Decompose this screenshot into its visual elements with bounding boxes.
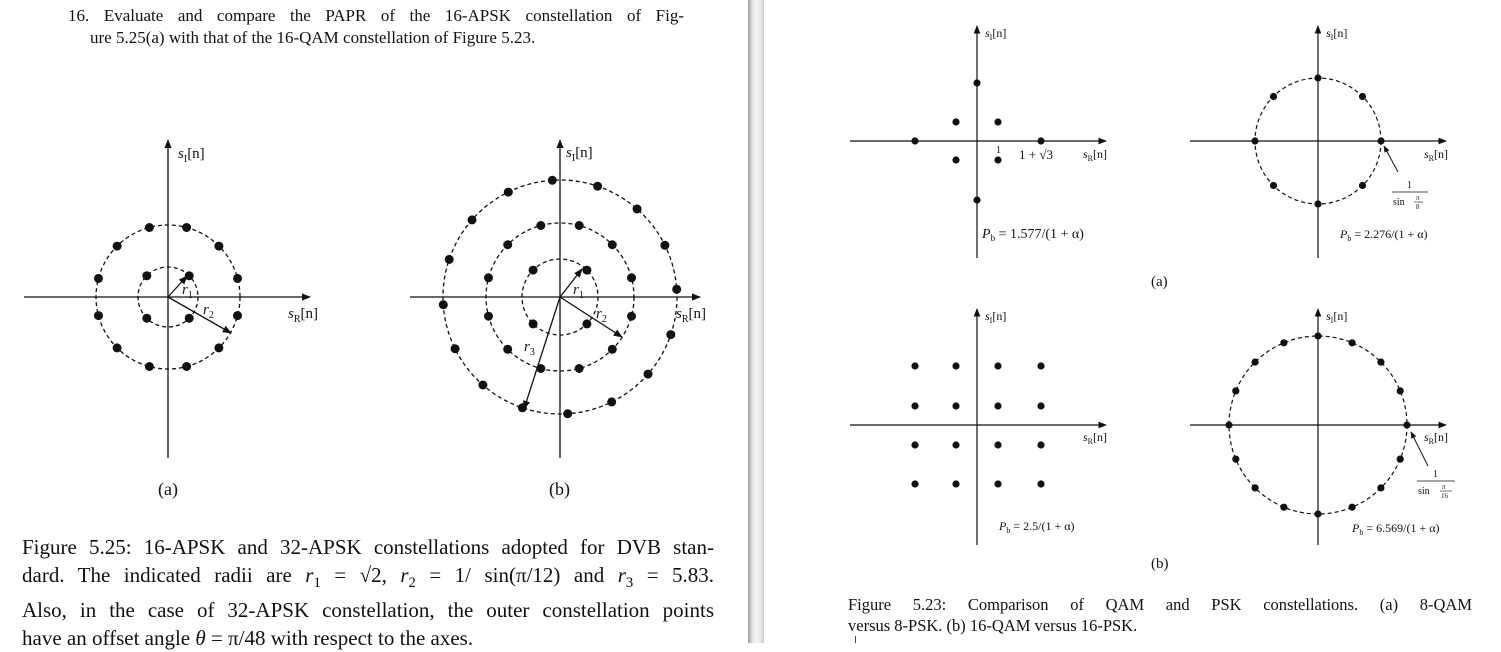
constellation-point — [952, 156, 959, 163]
fraction-eight: 8 — [1416, 203, 1420, 211]
problem-number: 16. — [68, 6, 90, 25]
y-axis-label: $s_I[n]$ — [1326, 26, 1348, 42]
constellation-point — [973, 196, 980, 203]
fraction-sin: sin — [1418, 486, 1430, 497]
constellation-point — [973, 79, 980, 86]
caption-line-1: Figure 5.23: Comparison of QAM and PSK constellations. (a) 8-QAM — [848, 595, 1472, 614]
constellation-point — [911, 480, 918, 487]
problem-16-line-2: ure 5.25(a) with that of the 16-QAM constellation of Figure 5.23. — [90, 28, 536, 47]
constellation-point — [911, 441, 918, 448]
constellation-point — [1397, 456, 1404, 463]
fraction-pi: π — [1442, 483, 1446, 491]
constellation-point — [952, 362, 959, 369]
constellation-point — [1251, 137, 1258, 144]
r2-label: $r_2$ — [203, 302, 214, 321]
tick-one-plus-sqrt3: 1 + √3 — [1019, 147, 1053, 162]
x-axis-label: $s_R[n]$ — [676, 306, 707, 325]
text-cursor-mark — [855, 636, 856, 643]
pb-8qam: $P_b = 1.577/(1 + \alpha)$ — [982, 227, 1084, 243]
constellation-point — [952, 118, 959, 125]
caption-line-1: Figure 5.25: 16-APSK and 32-APSK constellations adopted for DVB stan- — [22, 535, 714, 559]
y-axis-label: $s_I[n]$ — [178, 146, 205, 165]
constellation-point — [952, 441, 959, 448]
subfigure-label-a: (a) — [158, 479, 178, 499]
constellation-point — [1232, 456, 1239, 463]
subfigure-label-b: (b) — [549, 479, 570, 499]
constellation-point — [1314, 74, 1321, 81]
constellation-point — [1377, 137, 1384, 144]
panel-a-label: (a) — [1151, 274, 1168, 290]
constellation-point — [994, 156, 1001, 163]
constellation-point — [1037, 137, 1044, 144]
r1-label: $r_1$ — [573, 282, 584, 301]
constellation-point — [911, 402, 918, 409]
r1-label: $r_1$ — [182, 282, 193, 301]
constellation-point — [1314, 332, 1321, 339]
constellation-point — [1349, 339, 1356, 346]
constellation-point — [994, 480, 1001, 487]
fraction-sixteen: 16 — [1441, 492, 1448, 500]
r2-label: $r_2$ — [596, 306, 607, 325]
pb-16qam: $P_b = 2.5/(1 + \alpha)$ — [999, 519, 1075, 535]
pb-16psk: $P_b = 6.569/(1 + \alpha)$ — [1352, 521, 1440, 537]
constellation-point — [1225, 421, 1232, 428]
figure-5-23-caption — [848, 594, 1472, 636]
constellation-point — [1403, 421, 1410, 428]
constellation-point — [1377, 484, 1384, 491]
constellation-point — [1037, 480, 1044, 487]
radius-pointer — [1384, 146, 1398, 172]
pb-8psk: $P_b = 2.276/(1 + \alpha)$ — [1340, 227, 1428, 243]
fraction-sin: sin — [1393, 197, 1405, 208]
x-axis-label: $s_R[n]$ — [1424, 430, 1449, 446]
constellation-point — [1232, 387, 1239, 394]
constellation-point — [994, 362, 1001, 369]
problem-text-1: Evaluate and compare the PAPR of the 16-APSK constellation of Fig- — [103, 6, 685, 25]
x-axis-label: $s_R[n]$ — [1424, 147, 1449, 163]
constellation-point — [1349, 504, 1356, 511]
constellation-point — [1037, 441, 1044, 448]
y-axis-label: $s_I[n]$ — [566, 145, 593, 164]
constellation-point — [1252, 484, 1259, 491]
y-axis-label: $s_I[n]$ — [985, 26, 1007, 42]
caption-line-3: Also, in the case of 32-APSK constellation, the outer constellation points — [22, 598, 714, 623]
constellation-point — [911, 362, 918, 369]
panel-16qam — [850, 309, 1107, 545]
fraction-pi: π — [1416, 194, 1420, 202]
x-axis-label: $s_R[n]$ — [1083, 147, 1108, 163]
constellation-point — [994, 441, 1001, 448]
constellation-point — [1270, 182, 1277, 189]
caption-line-4: have an offset angle θ = π/48 with respect to the axes. — [22, 625, 474, 650]
y-axis-label: $s_I[n]$ — [1326, 309, 1348, 325]
constellation-point — [1270, 93, 1277, 100]
constellation-point — [1037, 362, 1044, 369]
constellation-point — [1397, 387, 1404, 394]
caption-line-2: versus 8-PSK. (b) 16-QAM versus 16-PSK. — [848, 616, 1138, 635]
constellation-point — [952, 480, 959, 487]
constellation-point — [1280, 504, 1287, 511]
panel-8psk — [1190, 26, 1448, 258]
r3-label: $r_3$ — [524, 339, 535, 358]
constellation-point — [911, 137, 918, 144]
panel-8qam — [850, 26, 1107, 258]
caption-line-2: dard. The indicated radii are $r_1 = √2$, $r_2 = 1/$ sin(π/12) and $r_3 = 5.83$. — [22, 562, 715, 591]
fraction-numerator: 1 — [1433, 469, 1438, 480]
constellation-point — [1252, 359, 1259, 366]
constellation-point — [1359, 93, 1366, 100]
constellation-point — [994, 118, 1001, 125]
fraction-numerator: 1 — [1407, 180, 1412, 191]
panel-b-label: (b) — [1151, 556, 1169, 572]
constellation-point — [1280, 339, 1287, 346]
x-axis-label: $s_R[n]$ — [288, 306, 319, 325]
constellation-point — [1359, 182, 1366, 189]
constellation-point — [1377, 359, 1384, 366]
constellation-point — [994, 402, 1001, 409]
y-axis-label: $s_I[n]$ — [985, 309, 1007, 325]
constellation-point — [1314, 510, 1321, 517]
constellation-point — [952, 402, 959, 409]
x-axis-label: $s_R[n]$ — [1083, 430, 1108, 446]
tick-one: 1 — [996, 145, 1001, 156]
panel-16psk — [1190, 309, 1455, 545]
constellation-point — [1037, 402, 1044, 409]
constellation-point — [1314, 200, 1321, 207]
